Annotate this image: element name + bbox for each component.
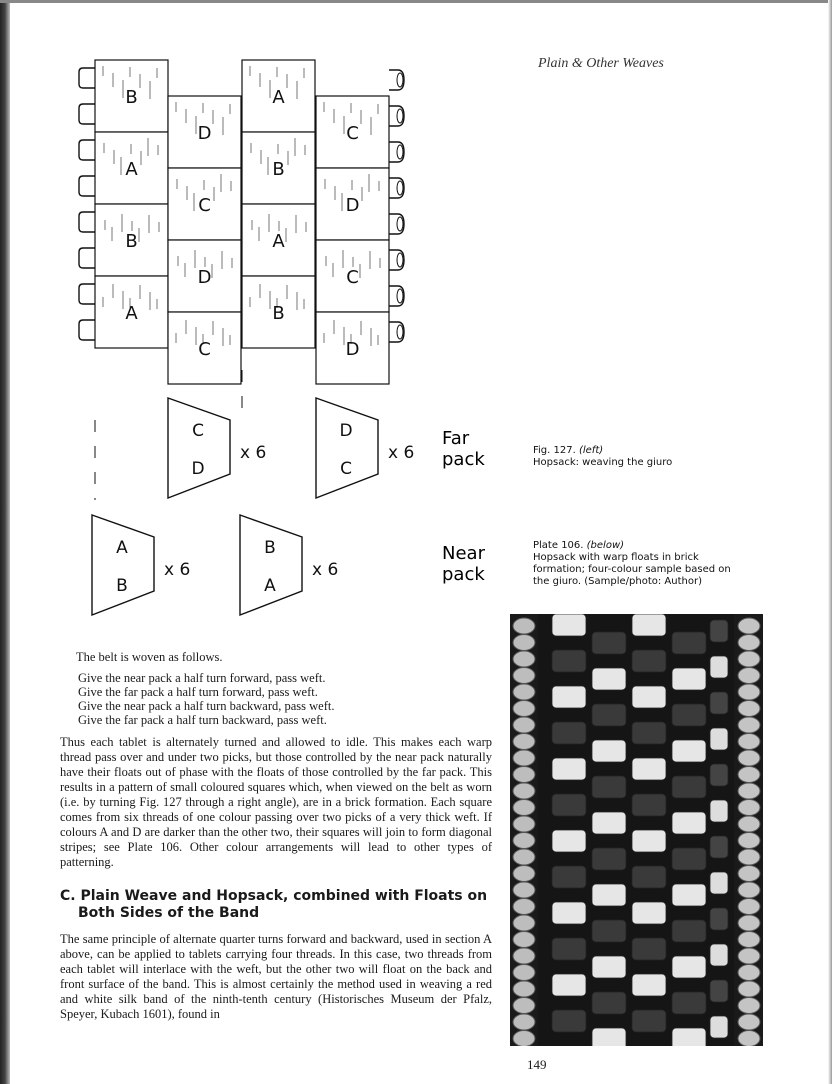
edge-knot [738,1014,760,1030]
warp-float [632,722,666,744]
edge-knot [738,849,760,865]
grid-cell-letter: B [272,159,285,180]
book-spine-shadow [0,0,10,1084]
warp-float [710,836,728,858]
warp-float [672,848,706,870]
warp-float [592,704,626,726]
warp-float [710,656,728,678]
edge-knot [513,866,535,882]
warp-float [710,800,728,822]
far-pack-label: Far [442,428,470,449]
warp-float [552,686,586,708]
grid-cell-letter: C [346,123,359,144]
edge-knot [738,618,760,634]
edge-knot [738,717,760,733]
edge-knot [738,701,760,717]
card-bottom-letter: C [340,459,352,479]
step-item: Give the far pack a half turn forward, pass weft. [78,685,318,699]
edge-knot [738,635,760,651]
grid-cell-letter: A [272,231,285,252]
left-edge-loop [79,284,95,304]
warp-float [632,686,666,708]
edge-knot [738,1031,760,1047]
warp-float [710,728,728,750]
edge-knot [738,684,760,700]
left-edge-loop [79,176,95,196]
grid-cell [95,132,168,204]
plate-106-caption [533,540,733,588]
warp-float [672,920,706,942]
warp-float [672,776,706,798]
edge-knot [513,800,535,816]
card-bottom-letter: A [264,576,276,596]
grid-cell-letter: C [198,339,211,360]
edge-knot [513,965,535,981]
grid-cell [242,60,315,132]
edge-knot [738,767,760,783]
far-pack-card [168,398,266,498]
warp-float [552,614,586,636]
edge-knot [513,618,535,634]
warp-float [672,884,706,906]
edge-knot [513,981,535,997]
warp-float [552,722,586,744]
warp-float [592,992,626,1014]
warp-float [632,938,666,960]
warp-float [592,668,626,690]
grid-cell [242,204,315,276]
grid-cell [316,312,389,384]
edge-knot [738,833,760,849]
warp-float [592,920,626,942]
warp-float [672,704,706,726]
warp-float [552,902,586,924]
warp-float [672,1028,706,1046]
near-pack-label: Near [442,543,485,564]
edge-knot [513,701,535,717]
edge-knot [738,899,760,915]
warp-float [592,1028,626,1046]
warp-float [672,668,706,690]
edge-knot [513,948,535,964]
tablet-cards [92,398,414,615]
warp-float [632,974,666,996]
edge-knot [738,998,760,1014]
right-edge-loop [389,250,404,270]
warp-float [710,980,728,1002]
right-edge-loop [389,214,404,234]
plate-106-photo [510,614,763,1046]
warp-float [632,758,666,780]
warp-float [710,764,728,786]
grid-cell-letter: D [345,195,360,216]
card-multiplier: x 6 [388,443,415,463]
grid-cell [168,312,241,384]
warp-float [552,794,586,816]
grid-cell [316,168,389,240]
warp-float [592,956,626,978]
intro-sentence: The belt is woven as follows. [76,650,223,664]
near-pack-label-line2: pack [442,564,485,585]
edge-knot [738,981,760,997]
grid-cell-letter: D [345,339,360,360]
edge-knot [513,932,535,948]
left-edge-loop [79,320,95,340]
card-multiplier: x 6 [164,560,191,580]
grid-cell-letter: A [272,87,285,108]
far-pack-label-line2: pack [442,449,485,470]
fig-caption-number: Fig. 127. [533,445,576,456]
grid-cell-letter: C [198,195,211,216]
page-top-edge [0,0,832,3]
card-bottom-letter: B [116,576,128,596]
right-edge-loop [389,142,404,162]
warp-float [710,908,728,930]
edge-knot [513,882,535,898]
warp-float [672,992,706,1014]
grid-cell-letter: A [125,159,138,180]
right-edge-loop [389,322,404,342]
edge-knot [513,635,535,651]
edge-knot [513,833,535,849]
warp-float [552,866,586,888]
grid-cell-letter: D [197,267,212,288]
grid-cell [95,204,168,276]
warp-float [552,938,586,960]
plate-caption-text: Hopsack with warp floats in brick formation; four-colour sample based on the giuro. (Sample/photo: Author) [533,552,731,587]
grid-cell-letter: D [197,123,212,144]
warp-float [592,632,626,654]
warp-float [552,830,586,852]
warp-float [552,650,586,672]
edge-knot [513,849,535,865]
card-top-letter: C [192,421,204,441]
grid-cell [168,96,241,168]
fig-caption-text: Hopsack: weaving the giuro [533,457,673,468]
grid-cell [168,240,241,312]
left-edge-loop [79,104,95,124]
edge-knot [513,717,535,733]
warp-float [710,692,728,714]
paragraph: Thus each tablet is alternately turned and allowed to idle. This makes each warp thread pass over and under two picks, but those controlled by the near pack naturally have their floats out of phase with the floats of those controlled by the far pack. This results in a pattern of small coloured squares which, when viewed on the belt as worn (i.e. by turning Fig. 127 through a right angle), are in a brick formation. Each square comes from six threads of one colour passing over two picks of a very thick weft. If colours A and D are darker than the other two, their squares will join to form diagonal stripes; see Plate 106. Other colour arrangements will lead to other types of patterning. [60,735,492,869]
warp-float [632,866,666,888]
section-heading: C. Plain Weave and Hopsack, combined with Floats on Both Sides of the Band [60,888,488,921]
edge-knot [513,783,535,799]
grid-cell-letter: B [272,303,285,324]
page-number: 149 [527,1057,547,1072]
running-header: Plain & Other Weaves [538,56,664,71]
edge-knot [738,948,760,964]
edge-knot [513,1014,535,1030]
far-pack-card [316,398,414,498]
card-bottom-letter: D [191,459,205,479]
grid-cell [95,60,168,132]
edge-knot [513,767,535,783]
edge-knot [513,915,535,931]
grid-cell [168,168,241,240]
warp-float [552,1010,586,1032]
edge-knot [513,1031,535,1047]
plate-caption-position: (below) [586,540,625,551]
step-item: Give the near pack a half turn backward, pass weft. [78,699,335,713]
weaving-steps [78,671,492,727]
grid-cell-letter: B [125,231,138,252]
edge-knot [738,651,760,667]
warp-float [632,1010,666,1032]
grid-cell-letter: C [346,267,359,288]
edge-knot [738,800,760,816]
edge-knot [738,866,760,882]
warp-float [632,650,666,672]
near-pack-card [92,515,190,615]
warp-float [632,830,666,852]
body-text [60,650,492,1022]
card-multiplier: x 6 [312,560,339,580]
warp-float [592,812,626,834]
grid-cell [242,132,315,204]
warp-float [632,794,666,816]
edge-knot [738,915,760,931]
left-edge-loop [79,140,95,160]
warp-float [592,776,626,798]
warp-float [710,1016,728,1038]
grid-cell [242,276,315,348]
grid-cell-letter: B [125,87,138,108]
fig-127-caption [533,445,733,469]
left-edge-loop [79,248,95,268]
edge-knot [738,734,760,750]
near-pack-card [240,515,338,615]
edge-knot [513,651,535,667]
edge-knot [738,668,760,684]
warp-float [672,956,706,978]
warp-float [710,872,728,894]
edge-knot [738,882,760,898]
card-top-letter: A [116,538,128,558]
card-top-letter: B [264,538,276,558]
warp-float [710,944,728,966]
warp-float [552,758,586,780]
left-edge-loop [79,212,95,232]
warp-float [632,902,666,924]
edge-knot [513,734,535,750]
right-edge-loop [389,70,404,90]
edge-knot [513,998,535,1014]
edge-knot [513,750,535,766]
warp-float [672,812,706,834]
fig-127-diagram [70,50,510,620]
left-edge-loop [79,68,95,88]
warp-float [592,848,626,870]
edge-knot [513,899,535,915]
card-multiplier: x 6 [240,443,267,463]
edge-knot [738,932,760,948]
page-right-edge [828,0,832,1084]
edge-knot [738,750,760,766]
right-edge-loop [389,286,404,306]
right-edge-loop [389,178,404,198]
edge-knot [738,783,760,799]
edge-knot [738,965,760,981]
grid-cell-letter: A [125,303,138,324]
paragraph: The same principle of alternate quarter turns forward and backward, used in section A above, can be applied to tablets carrying four threads. In this case, two threads from each tablet will interlace with the weft, but the other two will float on the back and front surface of the band. This is almost certainly the method used in weaving a red and white silk band of the ninth-tenth century (Historisches Museum der Pfalz, Speyer, Kubach 1601), found in [60,932,492,1021]
grid-cell [316,240,389,312]
edge-knot [738,816,760,832]
woven-grid [95,60,389,384]
grid-cell [316,96,389,168]
fig-caption-position: (left) [578,445,604,456]
warp-float [632,614,666,636]
edge-knot [513,684,535,700]
warp-float [672,740,706,762]
warp-float [592,740,626,762]
grid-cell [95,276,168,348]
warp-float [552,974,586,996]
step-item: Give the near pack a half turn forward, pass weft. [78,671,326,685]
card-top-letter: D [339,421,353,441]
warp-float [710,620,728,642]
right-edge-loop [389,106,404,126]
warp-float [592,884,626,906]
step-item: Give the far pack a half turn backward, pass weft. [78,713,327,727]
warp-float [672,632,706,654]
plate-caption-number: Plate 106. [533,540,584,551]
edge-knot [513,668,535,684]
edge-knot [513,816,535,832]
